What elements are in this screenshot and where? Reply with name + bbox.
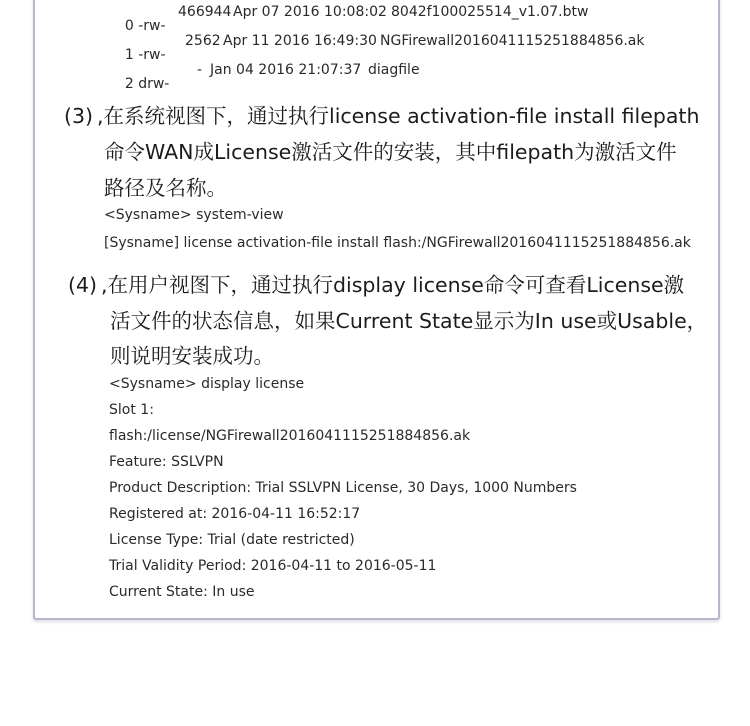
file-name: NGFirewall2016041115251884856.ak <box>380 33 645 49</box>
file-name: 8042f100025514_v1.07.btw <box>391 4 589 20</box>
file-perm: -rw- <box>138 47 166 63</box>
file-perm: -rw- <box>138 18 166 34</box>
step-4-command-6: Registered at: 2016-04-11 16:52:17 <box>109 506 361 522</box>
step-3-command-1: <Sysname> system-view <box>104 207 284 223</box>
file-perm: drw- <box>138 76 170 92</box>
file-name: diagfile <box>368 62 420 78</box>
step-4-number: (4) <box>68 273 98 297</box>
step-3-line-3: 路径及名称。 <box>104 176 227 200</box>
step-4-command-8: Trial Validity Period: 2016-04-11 to 2016-05-11 <box>109 558 437 574</box>
step-3-number: (3) <box>64 104 94 128</box>
step-3-line-1: ,在系统视图下，通过执行license activation-file install filepath <box>97 104 700 128</box>
file-date: Jan 04 2016 21:07:37 <box>210 62 362 78</box>
step-4-line-1: ,在用户视图下，通过执行display license命令可查看License激 <box>101 273 685 297</box>
step-4-command-7: License Type: Trial (date restricted) <box>109 532 355 548</box>
file-date: Apr 11 2016 16:49:30 <box>223 33 377 49</box>
file-index: 2 <box>124 76 134 92</box>
file-date: Apr 07 2016 10:08:02 <box>233 4 387 20</box>
file-index: 1 <box>124 47 134 63</box>
file-row-2 <box>107 63 169 105</box>
file-index: 0 <box>124 18 134 34</box>
step-4-command-5: Product Description: Trial SSLVPN License, 30 Days, 1000 Numbers <box>109 480 577 496</box>
step-4-command-3: flash:/license/NGFirewall2016041115251884856.ak <box>109 428 471 444</box>
file-size: 466944 <box>178 4 232 20</box>
file-size: 2562 <box>185 33 221 49</box>
document-panel <box>33 0 720 620</box>
step-4-command-4: Feature: SSLVPN <box>109 454 224 470</box>
step-4-command-2: Slot 1: <box>109 402 154 418</box>
step-4-command-1: <Sysname> display license <box>109 376 305 392</box>
step-3-command-2: [Sysname] license activation-file install flash:/NGFirewall2016041115251884856.ak <box>104 235 691 251</box>
file-size: - <box>197 62 203 78</box>
step-3-line-2: 命令WAN成License激活文件的安装，其中filepath为激活文件 <box>104 140 677 164</box>
step-4-command-9: Current State: In use <box>109 584 255 600</box>
step-4-line-2: 活文件的状态信息，如果Current State显示为In use或Usable， <box>110 309 708 333</box>
step-4-line-3: 则说明安装成功。 <box>110 344 274 368</box>
